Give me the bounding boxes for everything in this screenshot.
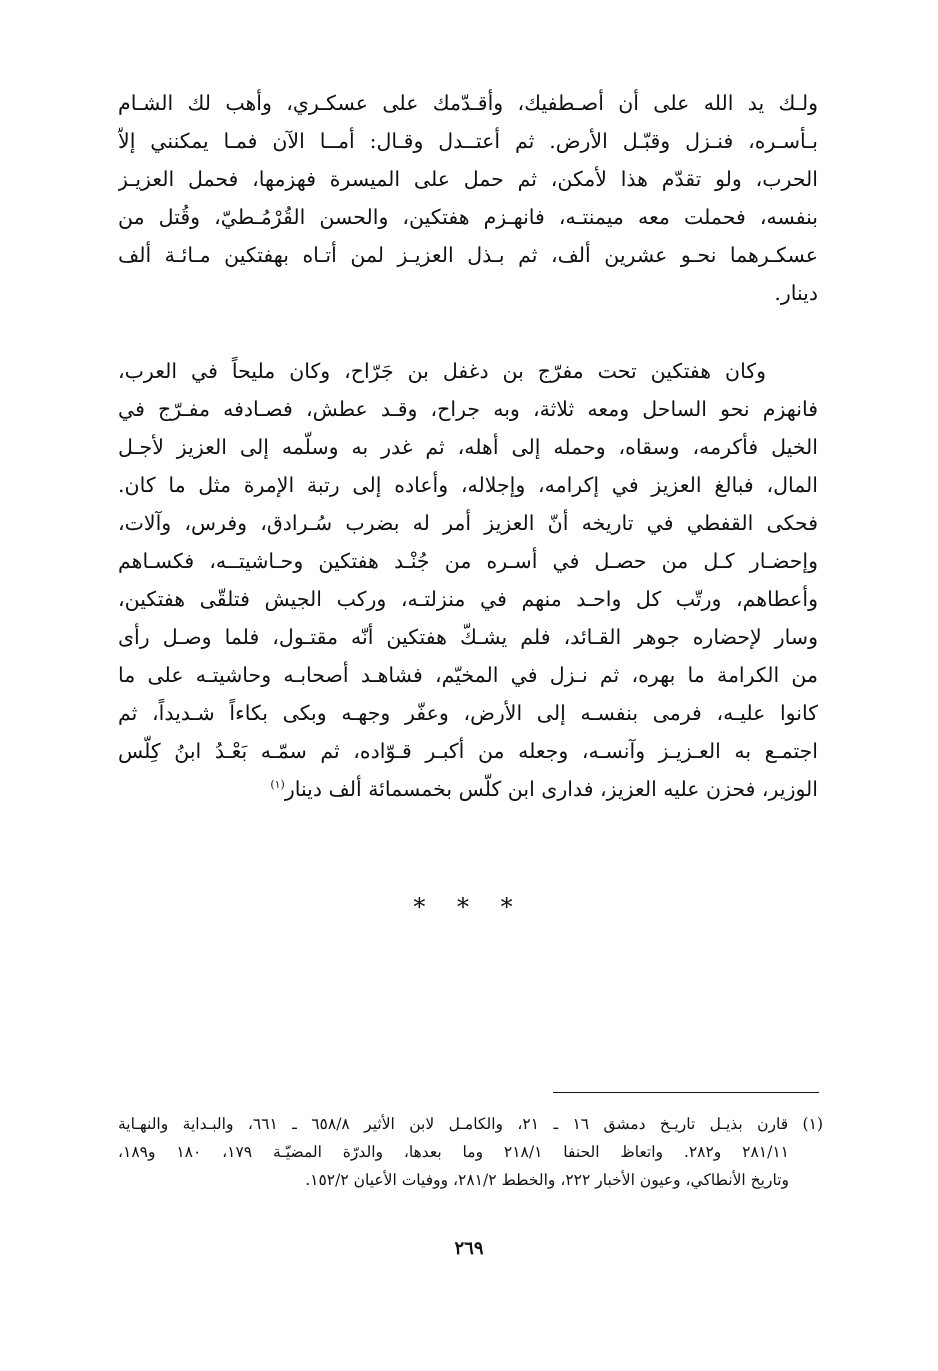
text-line: دينار. [774,281,818,305]
footnote-line: (١) قارن بذيـل تاريـخ دمشق ١٦ ـ ٢١، والكامـل لابن الأثير ٦٥٨/٨ ـ ٦٦١، والبـداية والنهـاية [118,1115,823,1133]
footnote-block [118,1110,823,1194]
page-number: ٢٦٩ [454,1238,484,1259]
text-line: من الكرامة ما بهره، ثم نـزل في المخيّم، فشاهـد أصحابـه وحاشيتـه على ما [118,663,818,687]
section-separator: * * * [413,893,525,921]
text-line: فانهزم نحو الساحل ومعه ثلاثة، وبه جراح، وقـد عطش، فصـادفه مفـرّج في [118,397,818,421]
text-line: بنفسه، فحملت معه ميمنتـه، فانهـزم هفتكين، والحسن القُرْمُـطيّ، وقُتل من [118,205,818,229]
footnote-reference: (١) [270,778,285,792]
text-line: ولـك يد الله على أن أصـطفيك، وأقـدّمك على عسكـري، وأهب لك الشـام [118,91,818,115]
text-line: بـأسـره، فنـزل وقبّـل الأرض. ثم أعتــدل وقـال: أمــا الآن فمـا يمكنني إلاّ [118,129,818,153]
text-line: كانوا عليـه، فرمى بنفسـه إلى الأرض، وعفّر وجهـه وبكى بكاءاً شـديداً، ثم [118,701,818,725]
footnote-divider [553,1092,819,1093]
paragraph-1 [118,84,818,312]
text-line-content: الوزير، فحزن عليه العزيز، فدارى ابن كلّس بخمسمائة ألف دينار [284,777,818,801]
text-line: وسار لإحضاره جوهر القـائد، فلم يشـكّ هفتكين أنّه مقتـول، فلما وصـل رأى [118,625,818,649]
text-line: المال، فبالغ العزيز في إكرامه، وإجلاله، وأعاده إلى رتبة الإمرة مثل ما كان. [118,473,818,497]
footnote-line: ٢٨١/١١ و٢٨٢. واتعاظ الحنفا ٢١٨/١ وما بعدها، والدرّة المضيّـة ١٧٩، ١٨٠ و١٨٩، [118,1143,789,1161]
text-line: وأعطاهم، ورتّب كل واحـد منهم في منزلتـه، وركب الجيش فتلقّى هفتكين، [118,587,818,611]
text-line: وكان هفتكين تحت مفرّج بن دغفل بن جَرّاح، وكان مليحاً في العرب، [118,359,767,383]
text-line: وإحضـار كـل من حصـل في أسـره من جُنْـد هفتكين وحـاشيتــه، فكسـاهم [118,549,818,573]
footnote-line: وتاريخ الأنطاكي، وعيون الأخبار ٢٢٢، والخطط ٢٨١/٢، ووفيات الأعيان ١٥٢/٢. [305,1171,789,1189]
text-line: الحرب، ولو تقدّم هذا لأمكن، ثم حمل على الميسرة فهزمها، فحمل العزيـز [118,167,818,191]
paragraph-2 [118,352,818,808]
text-line: عسكـرهما نحـو عشرين ألف، ثم بـذل العزيـز لمن أتـاه بهفتكين مـائـة ألف [118,243,818,267]
text-line: اجتمـع به العـزيـز وآنسـه، وجعله من أكبـر قـوّاده، ثم سمّـه بَعْـدُ ابنُ كِلّس [118,739,818,763]
text-line: فحكى القفطي في تاريخه أنّ العزيز أمر له بضرب سُـرادق، وفرس، وآلات، [118,511,818,535]
text-line-with-footnote [118,770,818,808]
text-line: الخيل فأكرمه، وسقاه، وحمله إلى أهله، ثم غدر به وسلّمه إلى العزيز لأجـل [118,435,818,459]
